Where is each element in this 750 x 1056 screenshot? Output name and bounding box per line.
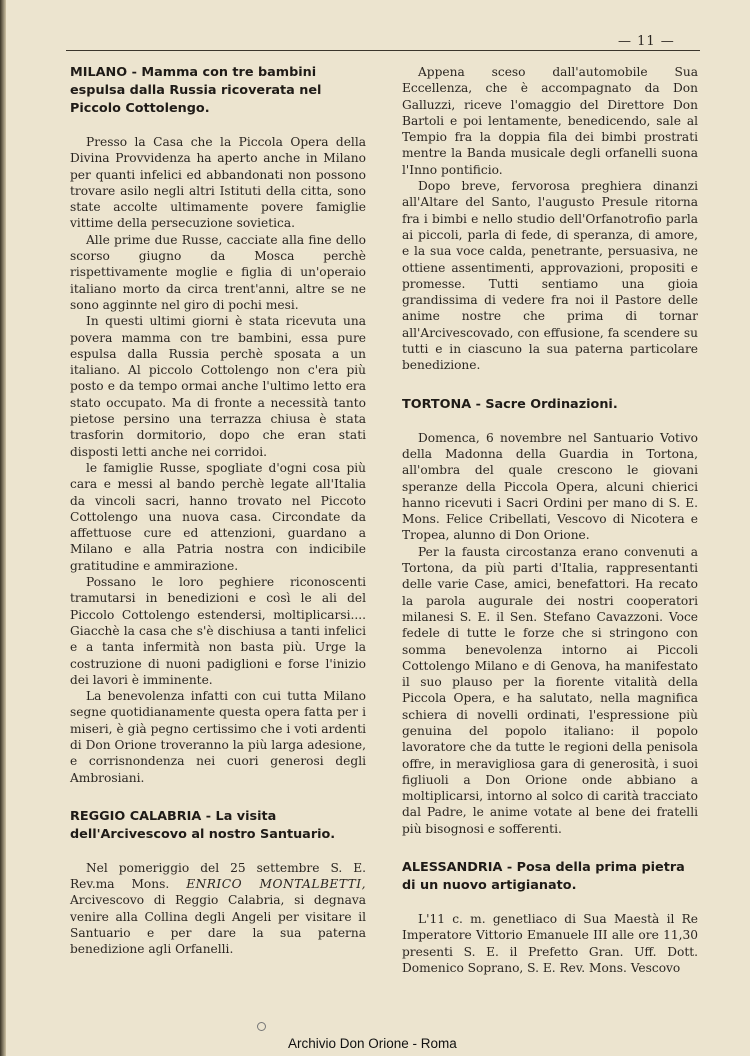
milano-paragraph-6: La benevolenza infatti con cui tutta Milano segne quotidianamente questa opera fatta per i miseri, è già pegno certissimo che i voti ardenti di Don Orione troveranno la più larga adesione, e corrisnondenza nei cuori generosi degli Ambrosiani. [70, 689, 366, 785]
archive-label: Archivio Don Orione - Roma [288, 1036, 457, 1051]
right-column [402, 64, 698, 976]
reggio-archbishop-name: ENRICO MONTALBETTI, [186, 877, 366, 892]
milano-paragraph-4: le famiglie Russe, spogliate d'ogni cosa più cara e messi al bando perchè legate all'Italia da vincoli sacri, hanno trovato nel Piccoto Cottolengo una nuova casa. Circondate da affettuose cure ed attenzioni, guardano a Milano e alla Patria nostra con indicibile gratitudine e ammirazione. [70, 460, 366, 573]
alessandria-title: ALESSANDRIA - Posa della prima pietra di un nuovo artigianato. [402, 860, 685, 894]
tortona-title: TORTONA - Sacre Ordinazioni. [402, 396, 618, 412]
reggio-continued-paragraph-1: Appena sceso dall'automobile Sua Eccellenza, che è accompagnato da Don Galluzzi, riceve l'omaggio del Direttore Don Bartoli e poi lentamente, benedicendo, sale al Tempio fra la doppia fila dei bimbi prostrati mentre la Banda musicale degli orfanelli suona l'Inno pontificio. [402, 65, 698, 177]
reggio-title: REGGIO CALABRIA - La visita dell'Arcivescovo al nostro Santuario. [70, 808, 336, 842]
milano-paragraph-5: Possano le loro peghiere riconoscenti tramutarsi in benedizioni e così le ali del Piccolo Cottolengo estendersi, moltiplicarsi.... Giacchè la casa che s'è dischiusa a tanti infelici e a tanta infermità non basta più. Urge la costruzione di nuoni padiglioni e forse l'inizio dei lavori è imminente. [70, 575, 366, 687]
milano-paragraph-1: Presso la Casa che la Piccola Opera della Divina Provvidenza ha aperto anche in Milano per quanti infelici ed abbandonati non possono trovare asilo negli altri Istituti della citta, sono state accolte ultimamente povere famiglie vittime della persecuzione sovietica. [70, 135, 366, 231]
milano-paragraph-2: Alle prime due Russe, cacciate alla fine dello scorso giugno da Mosca perchè rispettivamente moglie e figlia di un'operaio italiano morto da circa trent'anni, altre se ne sono agginnte nel giro di pochi mesi. [70, 232, 366, 312]
tortona-paragraph-2: Per la fausta circostanza erano convenuti a Tortona, da più parti d'Italia, rappresentanti delle varie Case, amici, benefattori. Ha recato la parola augurale dei nostri cooperatori milanesi S. E. il Sen. Stefano Cavazzoni. Voce fedele di tutte le forze che si stringono con somma benevolenza intorno ai Piccoli Cottolengo Milano e di Genova, ha manifestato il suo plauso per la fiorente vitalità della Piccola Opera, e ha salutato, nella magnifica schiera di novelli ordinati, l'espressione più genuina del popolo italiano: il popolo lavoratore che da tutte le regioni della penisola offre, in meravigliosa gara di generosità, i suoi figliuoli a Don Orione onde abbiano a moltiplicarsi, intorno al solco di carità tracciato dal Padre, le anime votate al bene dei fratelli più bisognosi e sofferenti. [402, 544, 698, 836]
reggio-rest: Arcivescovo di Reggio Calabria, si degnava venire alla Collina degli Angeli per visitare il Santuario e per dare la sua paterna benedizione agli Orfanelli. [70, 893, 366, 957]
alessandria-paragraph-1: L'11 c. m. genetliaco di Sua Maestà il Re Imperatore Vittorio Emanuele III alle ore 11,30 presenti S. E. il Prefetto Gran. Uff. Dott. Domenico Soprano, S. E. Rev. Mons. Vescovo [402, 912, 698, 975]
reggio-intro: Nel pomeriggio del 25 settembre S. E. Rev.ma Mons. [70, 860, 366, 892]
page-binding-edge [0, 0, 6, 1056]
bottom-hole-mark [257, 1022, 266, 1031]
reggio-paragraph-1 [70, 860, 366, 958]
header-rule [66, 50, 700, 51]
page-number: — 11 — [618, 34, 675, 49]
reggio-continued-paragraph-2: Dopo breve, fervorosa preghiera dinanzi all'Altare del Santo, l'augusto Presule ritorna fra i bimbi e nello studio dell'Orfanotrofio parla ai piccoli, parla di fede, di speranza, di amore, e la sua voce calda, penetrante, persuasiva, ne ottiene assentimenti, approvazioni, propositi e promesse. Tutti sentiamo una gioia grandissima di vedere fra noi il Pastore delle anime nostre che prima di tornar all'Arcivescovado, con effusione, fa scendere su tutti e in ciascuno la sua paterna particolare benedizione. [402, 179, 698, 373]
milano-paragraph-3: In questi ultimi giorni è stata ricevuta una povera mamma con tre bambini, essa pure espulsa dalla Russia perchè sposata a un italiano. Al piccolo Cottolengo non c'era più posto e da tempo ormai anche l'ultimo letto era stato occupato. Ma di fronte a necessità tanto pietose persino una terrazza chiusa è stata trasforin dormitorio, dopo che eran stati disposti letti anche nei corridoi. [70, 314, 366, 459]
left-column [70, 64, 366, 958]
tortona-paragraph-1: Domenca, 6 novembre nel Santuario Votivo della Madonna della Guardia in Tortona, all'ombra del quale crescono le giovani speranze della Piccola Opera, alcuni chierici hanno ricevuti i Sacri Ordini per mano di S. E. Mons. Felice Cribellati, Vescovo di Nicotera e Tropea, alunno di Don Orione. [402, 430, 698, 543]
milano-title: MILANO - Mamma con tre bambini espulsa dalla Russia ricoverata nel Piccolo Cottolengo. [70, 65, 322, 116]
